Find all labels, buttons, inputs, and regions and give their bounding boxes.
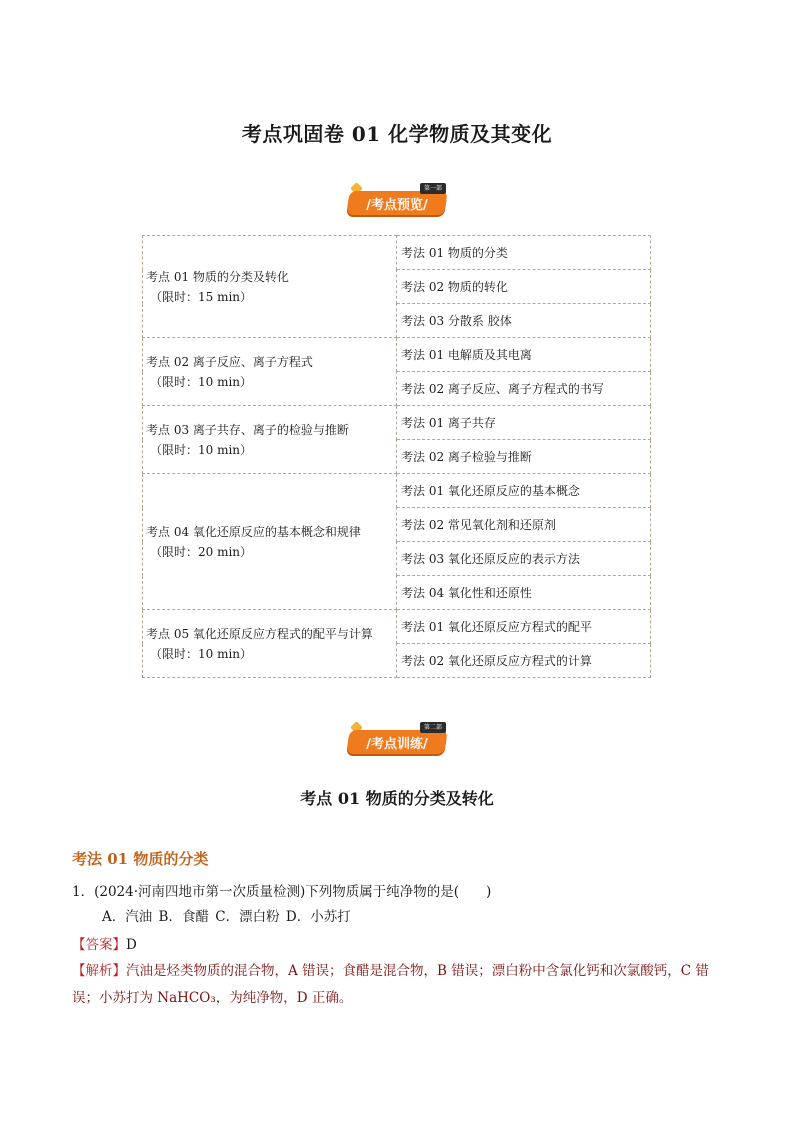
overview-row (143, 236, 651, 270)
overview-row (143, 610, 651, 644)
time-limit: （限时：20 min） (150, 544, 253, 559)
section-title: 考点 01 物质的分类及转化 (300, 789, 494, 808)
method-cell: 考法 02 物质的转化 (397, 270, 651, 304)
kaodian-label: 考点 02 离子反应、离子方程式 (146, 354, 313, 369)
analysis-text: 汽油是烃类物质的混合物，A 错误；食醋是混合物，B 错误；漂白粉中含氯化钙和次氯酸钙，C 错误；小苏打为 NaHCO₃，为纯净物，D 正确。 (72, 963, 709, 1006)
kaodian-label: 考点 03 离子共存、离子的检验与推断 (146, 422, 349, 437)
kaodian-cell (143, 610, 397, 678)
training-badge (0, 722, 794, 756)
analysis-block (72, 958, 727, 1012)
method-cell: 考法 02 离子反应、离子方程式的书写 (397, 372, 651, 406)
method-cell: 考法 03 氧化还原反应的表示方法 (397, 542, 651, 576)
kaodian-cell (143, 474, 397, 610)
preview-badge-label: /考点预览/ (366, 198, 428, 213)
method-heading: 考法 01 物质的分类 (72, 850, 209, 868)
question-options: A．汽油 B．食醋 C．漂白粉 D．小苏打 (102, 909, 351, 925)
answer-line (72, 933, 137, 953)
method-cell: 考法 04 氧化性和还原性 (397, 576, 651, 610)
time-limit: （限时：10 min） (150, 442, 253, 457)
training-badge-label: /考点训练/ (366, 737, 428, 752)
question-stem: 1．(2024·河南四地市第一次质量检测)下列物质属于纯净物的是( ) (72, 884, 492, 900)
kaodian-label: 考点 01 物质的分类及转化 (146, 269, 289, 284)
method-cell: 考法 03 分散系 胶体 (397, 304, 651, 338)
method-cell: 考法 02 常见氧化剂和还原剂 (397, 508, 651, 542)
method-cell: 考法 01 氧化还原反应方程式的配平 (397, 610, 651, 644)
preview-badge-tag: 第一部 (420, 183, 446, 194)
kaodian-cell (143, 338, 397, 406)
training-badge-tag: 第二部 (420, 722, 446, 733)
method-cell: 考法 02 离子检验与推断 (397, 440, 651, 474)
overview-row (143, 338, 651, 372)
kaodian-label: 考点 04 氧化还原反应的基本概念和规律 (146, 524, 361, 539)
answer-value: D (126, 937, 137, 953)
method-cell: 考法 01 离子共存 (397, 406, 651, 440)
kaodian-cell (143, 236, 397, 338)
preview-badge (0, 183, 794, 217)
time-limit: （限时：10 min） (150, 646, 253, 661)
overview-row (143, 474, 651, 508)
method-cell: 考法 01 电解质及其电离 (397, 338, 651, 372)
analysis-tag: 【解析】 (72, 963, 126, 979)
time-limit: （限时：10 min） (150, 374, 253, 389)
kaodian-label: 考点 05 氧化还原反应方程式的配平与计算 (146, 626, 373, 641)
document-title: 考点巩固卷 01 化学物质及其变化 (241, 122, 553, 146)
kaodian-cell (143, 406, 397, 474)
method-cell: 考法 01 氧化还原反应的基本概念 (397, 474, 651, 508)
method-cell: 考法 02 氧化还原反应方程式的计算 (397, 644, 651, 678)
time-limit: （限时：15 min） (150, 289, 253, 304)
overview-table (142, 235, 651, 678)
method-cell: 考法 01 物质的分类 (397, 236, 651, 270)
answer-tag: 【答案】 (72, 937, 126, 953)
overview-row (143, 406, 651, 440)
